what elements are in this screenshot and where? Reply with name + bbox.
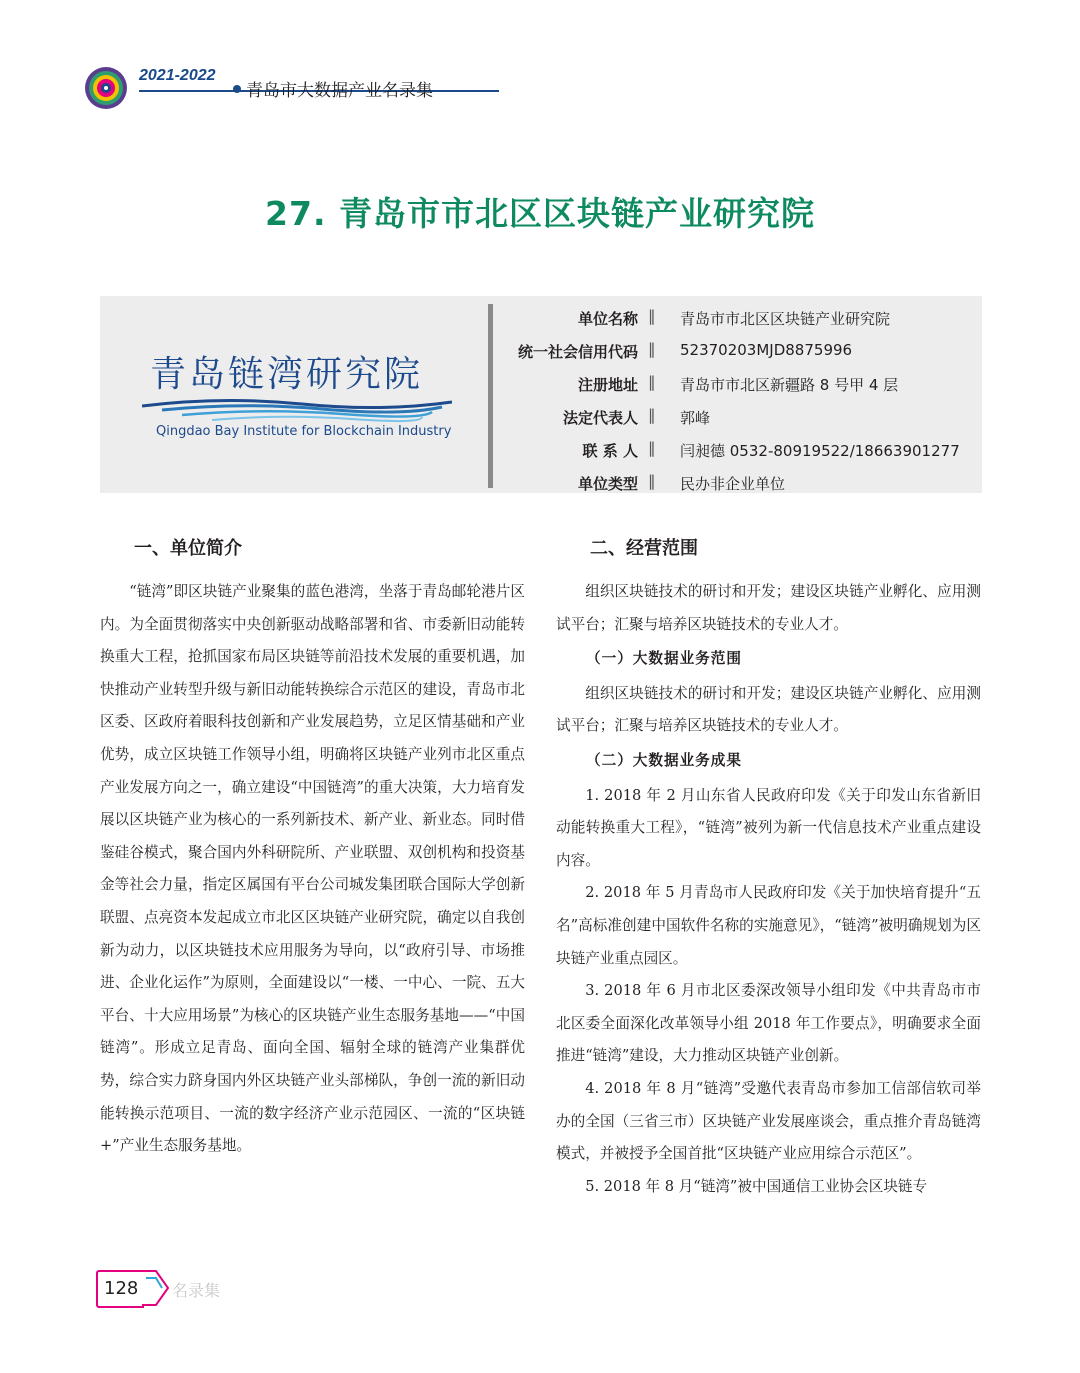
scope-detail-paragraph: 组织区块链技术的研讨和开发；建设区块链产业孵化、应用测试平台；汇聚与培养区块链技术的专业人才。	[556, 684, 981, 735]
info-separator: ‖	[648, 307, 656, 325]
info-label: 单位类型	[577, 475, 638, 493]
info-label: 联 系 人	[582, 442, 638, 460]
info-row-unit-type	[500, 467, 970, 500]
info-value: 民办非企业单位	[680, 475, 786, 493]
subsection-title-achievements: （二）大数据业务成果	[586, 751, 742, 769]
logo-english-name: Qingdao Bay Institute for Blockchain Industry	[156, 424, 452, 439]
page-title: 27. 青岛市市北区区块链产业研究院	[265, 194, 815, 233]
arrow-icon	[142, 1270, 170, 1306]
info-separator: ‖	[648, 439, 656, 457]
info-separator: ‖	[648, 406, 656, 424]
achievement-item: 4. 2018 年 8 月“链湾”受邀代表青岛市参加工信部信软司举办的全国（三省三市）区块链产业发展座谈会，重点推介青岛链湾模式，并被授予全国首批“区块链产业应用综合示范区”。	[556, 1079, 981, 1163]
info-row-contact	[500, 434, 970, 467]
running-header	[84, 66, 484, 110]
wave-icon	[142, 396, 452, 424]
footer-label: 名录集	[172, 1281, 221, 1300]
page-number: 128	[104, 1278, 139, 1299]
achievement-item: 2. 2018 年 5 月青岛市人民政府印发《关于加快培育提升“五名”高标准创建中国软件名称的实施意见》，“链湾”被明确规划为区块链产业重点园区。	[556, 884, 981, 967]
info-divider	[488, 304, 493, 488]
page-footer	[96, 1270, 296, 1306]
section-title-intro: 一、单位简介	[134, 538, 242, 559]
info-row-legal-rep	[500, 401, 970, 434]
achievement-item: 5. 2018 年 8 月“链湾”被中国通信工业协会区块链专	[585, 1177, 928, 1195]
subsection-title-scope: （一）大数据业务范围	[586, 650, 742, 668]
logo-chinese-name: 青岛链湾研究院	[150, 354, 424, 395]
header-title: 青岛市大数据产业名录集	[246, 81, 433, 101]
info-label: 法定代表人	[562, 409, 638, 427]
right-column	[556, 536, 981, 1203]
info-value: 闫昶德 0532-80919522/18663901277	[680, 442, 960, 460]
book-logo-icon	[84, 66, 128, 110]
header-dot	[233, 85, 241, 93]
info-row-unit-name	[500, 302, 970, 335]
header-year: 2021-2022	[139, 67, 216, 84]
institute-logo	[140, 346, 500, 456]
info-row-address	[500, 368, 970, 401]
info-row-credit-code	[500, 335, 970, 368]
info-value: 郭峰	[680, 409, 711, 427]
achievement-item: 3. 2018 年 6 月市北区委深改领导小组印发《中共青岛市市北区委全面深化改革领导小组 2018 年工作要点》，明确要求全面推进“链湾”建设，大力推动区块链产业创新。	[556, 982, 981, 1065]
info-value: 青岛市市北区新疆路 8 号甲 4 层	[680, 376, 899, 394]
achievement-item: 1. 2018 年 2 月山东省人民政府印发《关于印发山东省新旧动能转换重大工程》，“链湾”被列为新一代信息技术产业重点建设内容。	[556, 786, 981, 869]
info-label: 单位名称	[577, 310, 638, 328]
info-separator: ‖	[648, 472, 656, 490]
info-label: 统一社会信用代码	[517, 343, 638, 361]
info-value: 52370203MJD8875996	[680, 341, 853, 359]
info-separator: ‖	[648, 373, 656, 391]
left-column	[100, 536, 525, 1163]
page-number-box	[96, 1270, 144, 1308]
info-value: 青岛市市北区区块链产业研究院	[680, 310, 891, 328]
info-separator: ‖	[648, 340, 656, 358]
scope-paragraph: 组织区块链技术的研讨和开发；建设区块链产业孵化、应用测试平台；汇聚与培养区块链技术的专业人才。	[556, 583, 981, 633]
info-label: 注册地址	[577, 376, 638, 394]
info-rows	[500, 302, 970, 500]
company-info-box	[100, 296, 982, 493]
section-title-scope: 二、经营范围	[590, 538, 698, 559]
intro-paragraph: “链湾”即区块链产业聚集的蓝色港湾，坐落于青岛邮轮港片区内。为全面贯彻落实中央创新驱动战略部署和省、市委新旧动能转换重大工程，抢抓国家布局区块链等前沿技术发展的重要机遇，加快推动产业转型升级与新旧动能转换综合示范区的建设，青岛市北区委、区政府着眼科技创新和产业发展趋势，立足区情基础和产业优势，成立区块链工作领导小组，明确将区块链产业列市北区重点产业发展方向之一，确立建设“中国链湾”的重大决策，大力培育发展以区块链产业为核心的一系列新技术、新产业、新业态。同时借鉴硅谷模式，聚合国内外科研院所、产业联盟、双创机构和投资基金等社会力量，指定区属国有平台公司城发集团联合国际大学创新联盟、点亮资本发起成立市北区区块链产业研究院，确定以自我创新为动力，以区块链技术应用服务为导向，以“政府引导、市场推进、企业化运作”为原则，全面建设以“一楼、一中心、一院、五大平台、十大应用场景”为核心的区块链产业生态服务基地——“中国链湾”。形成立足青岛、面向全国、辐射全球的链湾产业集群优势，综合实力跻身国内外区块链产业头部梯队，争创一流的新旧动能转换示范项目、一流的数字经济产业示范园区、一流的“区块链 +”产业生态服务基地。	[100, 583, 525, 1155]
